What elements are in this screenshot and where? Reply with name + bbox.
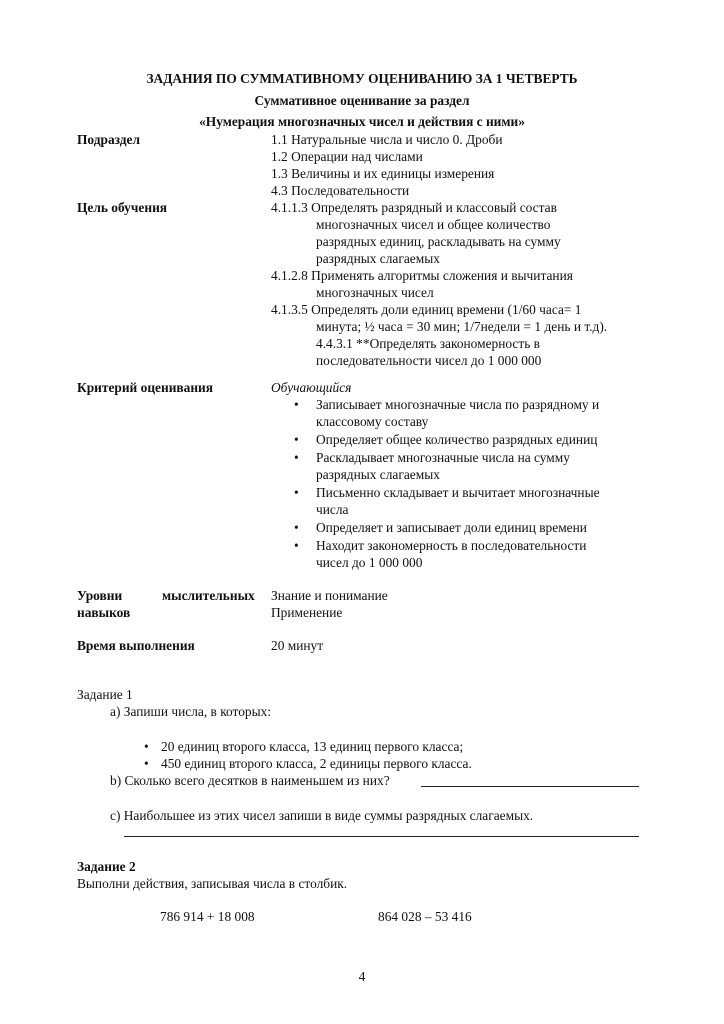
criteria-item-cont: числа	[316, 502, 349, 517]
goal-item: 4.1.3.5 Определять доли единиц времени (1/60 часа= 1	[271, 302, 582, 317]
task1-item: • 20 единиц второго класса, 13 единиц первого класса;	[161, 738, 463, 755]
subsection-item: 1.1 Натуральные числа и число 0. Дроби	[271, 132, 503, 147]
section-title: «Нумерация многозначных чисел и действия с ними»	[199, 114, 525, 129]
goal-item-cont: разрядных слагаемых	[316, 251, 440, 266]
goal-item: 4.1.1.3 Определять разрядный и классовый состав	[271, 200, 557, 215]
task1-part-b: b) Сколько всего десятков в наименьшем из них?	[110, 773, 390, 788]
criteria-label: Критерий оценивания	[77, 380, 214, 395]
level-item: Применение	[271, 605, 343, 620]
criteria-item: • Находит закономерность в последовательности	[316, 537, 586, 554]
criteria-item: • Определяет и записывает доли единиц времени	[316, 519, 587, 536]
document-subtitle: Суммативное оценивание за раздел	[254, 93, 470, 108]
goal-item: 4.1.2.8 Применять алгоритмы сложения и вычитания	[271, 268, 573, 283]
task1-item: • 450 единиц второго класса, 2 единицы первого класса.	[161, 755, 472, 772]
subsection-label: Подраздел	[77, 132, 141, 147]
document-title: ЗАДАНИЯ ПО СУММАТИВНОМУ ОЦЕНИВАНИЮ ЗА 1 ЧЕТВЕРТЬ	[146, 71, 578, 86]
answer-line-b[interactable]	[421, 786, 639, 787]
page-number: 4	[358, 969, 366, 984]
criteria-item-cont: чисел до 1 000 000	[316, 555, 423, 570]
task1-title: Задание 1	[77, 687, 133, 702]
level-item: Знание и понимание	[271, 588, 388, 603]
criteria-item-cont: классовому составу	[316, 414, 429, 429]
goal-item-cont: многозначных чисел и общее количество	[316, 217, 551, 232]
goal-item-cont: минута; ½ часа = 30 мин; 1/7недели = 1 день и т.д).	[316, 319, 608, 334]
time-value: 20 минут	[271, 638, 324, 653]
criteria-item: • Записывает многозначные числа по разрядному и	[316, 396, 599, 413]
goal-item-cont: последовательности чисел до 1 000 000	[316, 353, 542, 368]
criteria-item: • Раскладывает многозначные числа на сумму	[316, 449, 570, 466]
levels-label-word1: Уровни	[77, 588, 123, 603]
levels-label-line2: навыков	[77, 605, 131, 620]
task1-part-a: a) Запиши числа, в которых:	[110, 704, 272, 719]
subsection-item: 1.3 Величины и их единицы измерения	[271, 166, 495, 181]
subsection-item: 1.2 Операции над числами	[271, 149, 423, 164]
levels-label-word2: мыслительных	[162, 588, 255, 603]
goal-item-cont: многозначных чисел	[316, 285, 434, 300]
subsection-item: 4.3 Последовательности	[271, 183, 410, 198]
task2-expression: 864 028 – 53 416	[378, 909, 472, 924]
task1-part-c: c) Наибольшее из этих чисел запиши в виде суммы разрядных слагаемых.	[110, 808, 534, 823]
task2-instruction: Выполни действия, записывая числа в столбик.	[77, 876, 348, 891]
goal-item-cont: 4.4.3.1 **Определять закономерность в	[316, 336, 541, 351]
goal-label: Цель обучения	[77, 200, 168, 215]
answer-line-c[interactable]	[124, 836, 639, 837]
time-label: Время выполнения	[77, 638, 195, 653]
criteria-item: • Письменно складывает и вычитает многозначные	[316, 484, 600, 501]
goal-item-cont: разрядных единиц, раскладывать на сумму	[316, 234, 561, 249]
criteria-item: • Определяет общее количество разрядных единиц	[316, 431, 597, 448]
criteria-item-cont: разрядных слагаемых	[316, 467, 440, 482]
task2-title: Задание 2	[77, 859, 136, 874]
task2-expression: 786 914 + 18 008	[160, 909, 255, 924]
criteria-intro: Обучающийся	[271, 380, 352, 395]
